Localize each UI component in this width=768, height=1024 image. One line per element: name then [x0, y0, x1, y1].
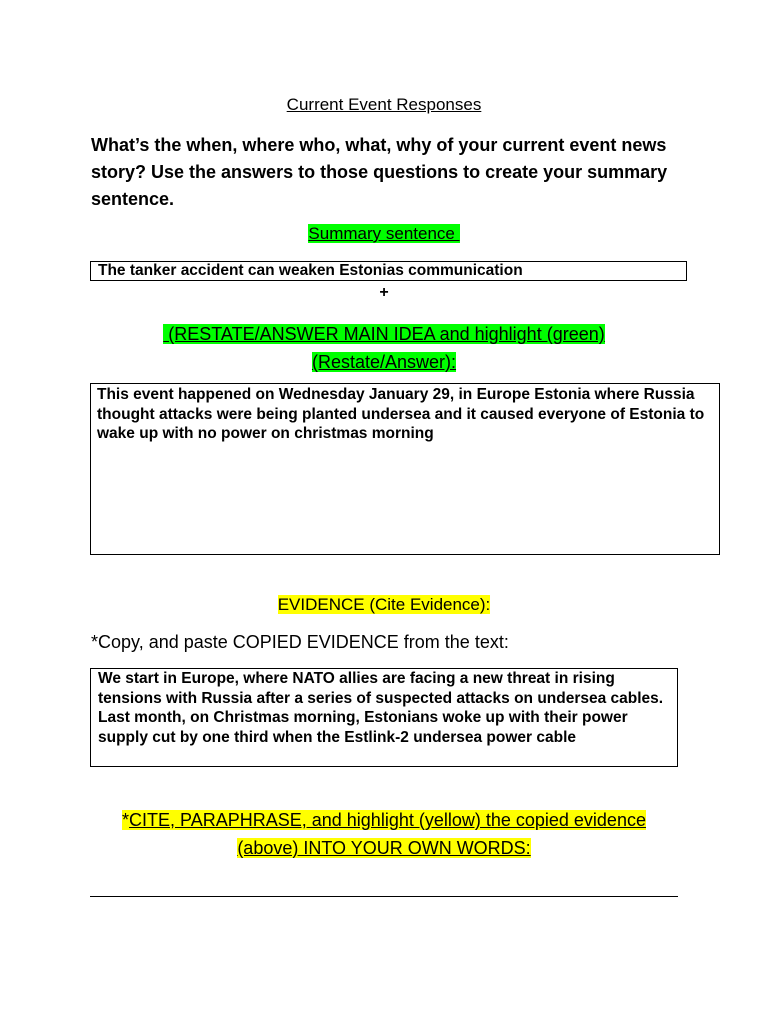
- cite-heading-line1: CITE, PARAPHRASE, and highlight (yellow) the copied evidence: [129, 810, 646, 830]
- restate-heading-line2: (Restate/Answer):: [311, 352, 457, 372]
- page-title-text: Current Event Responses: [286, 95, 482, 114]
- restate-heading: [0, 320, 768, 376]
- page-title: [0, 95, 768, 115]
- cite-heading-line1-wrap: [0, 806, 768, 834]
- evidence-heading-text: EVIDENCE (Cite Evidence):: [277, 595, 491, 614]
- summary-heading-text: Summary sentence: [308, 224, 460, 243]
- evidence-heading: [0, 595, 768, 615]
- plus-sign: +: [379, 284, 389, 301]
- evidence-instruction: *Copy, and paste COPIED EVIDENCE from the text:: [91, 632, 509, 652]
- summary-answer-box[interactable]: The tanker accident can weaken Estonias communication: [90, 261, 687, 281]
- cite-heading-line2: (above) INTO YOUR OWN WORDS:: [237, 838, 531, 858]
- cite-heading: [0, 806, 768, 862]
- restate-heading-line1-wrap: [0, 320, 768, 348]
- summary-heading: [0, 224, 768, 244]
- evidence-answer-box[interactable]: We start in Europe, where NATO allies are facing a new threat in rising tensions with Russia after a series of suspected attacks on undersea cables. Last month, on Christmas morning, Estonians woke up with their power supply cut by one third when the Estlink-2 undersea power cable: [90, 668, 678, 767]
- cite-asterisk: *: [122, 810, 130, 830]
- question-prompt: What’s the when, where who, what, why of your current event news story? Use the answers to those questions to create your summary sentence.: [91, 135, 668, 209]
- restate-heading-line2-wrap: [0, 348, 768, 376]
- restate-heading-line1: (RESTATE/ANSWER MAIN IDEA and highlight (green): [163, 324, 605, 344]
- restate-answer-box[interactable]: This event happened on Wednesday January 29, in Europe Estonia where Russia thought attacks were being planted undersea and it caused everyone of Estonia to wake up with no power on christmas morning: [90, 383, 720, 555]
- cite-heading-line2-wrap: [0, 834, 768, 862]
- paraphrase-answer-line[interactable]: [90, 896, 678, 897]
